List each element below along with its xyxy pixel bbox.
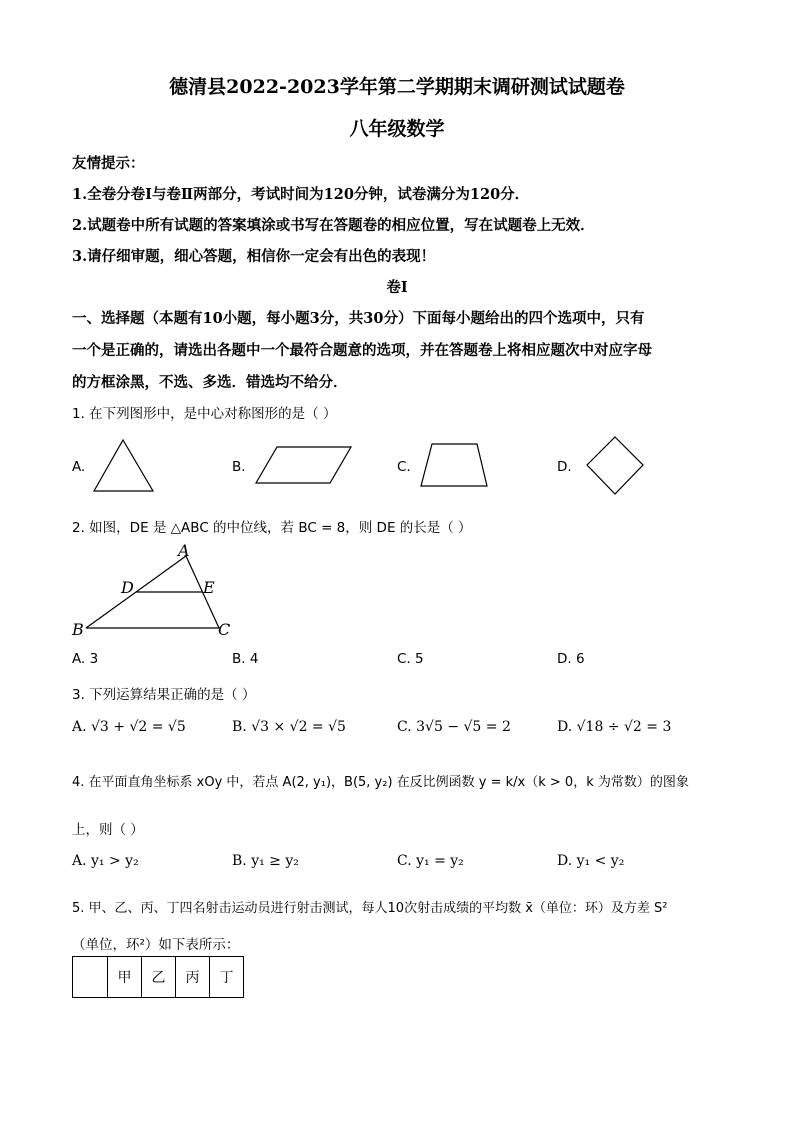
score-table	[72, 956, 244, 998]
q3-option-b: B. √3 × √2 = √5	[232, 719, 346, 735]
q3-option-c: C. 3√5 − √5 = 2	[397, 719, 511, 735]
q1-option-c-label: C.	[397, 459, 411, 475]
vertex-b-label: B	[72, 620, 84, 639]
section-instruction-line-3: 的方框涂黑，不选、多选．错选均不给分．	[72, 374, 348, 391]
triangle-figure	[90, 436, 156, 494]
q4-option-d: D. y₁ < y₂	[557, 853, 625, 869]
tips-heading: 友情提示：	[72, 155, 145, 172]
table-header-cell: 甲	[108, 957, 142, 998]
table-header-cell: 丁	[210, 957, 244, 998]
q5-stem-line-2: （单位，环²）如下表所示：	[72, 937, 240, 953]
q3-option-d: D. √18 ÷ √2 = 3	[557, 719, 672, 735]
q3-option-a: A. √3 + √2 = √5	[72, 719, 186, 735]
q1-option-d-label: D.	[557, 459, 572, 475]
tip-item-3: 3.请仔细审题，细心答题，相信你一定会有出色的表现！	[72, 248, 436, 265]
q4-option-c: C. y₁ = y₂	[397, 853, 464, 869]
q2-option-c: C. 5	[397, 651, 424, 667]
vertex-a-label: A	[178, 541, 190, 560]
tip-item-2: 2.试题卷中所有试题的答案填涂或书写在答题卷的相应位置，写在试题卷上无效．	[72, 217, 595, 234]
q3-stem: 3. 下列运算结果正确的是（ ）	[72, 687, 256, 703]
q1-stem: 1. 在下列图形中，是中心对称图形的是（ ）	[72, 406, 337, 422]
table-header-cell	[73, 957, 108, 998]
q4-stem-line-2: 上，则（ ）	[72, 822, 144, 838]
table-header-cell: 丙	[176, 957, 210, 998]
q2-option-d: D. 6	[557, 651, 585, 667]
q1-option-b-label: B.	[232, 459, 246, 475]
q2-stem: 2. 如图，DE 是 △ABC 的中位线，若 BC = 8，则 DE 的长是（ ）	[72, 520, 472, 536]
q5-stem-line-1: 5. 甲、乙、丙、丁四名射击运动员进行射击测试，每人10次射击成绩的平均数 x̄（单位：环）及方差 S²	[72, 901, 668, 916]
table-header-cell: 乙	[142, 957, 176, 998]
q4-option-b: B. y₁ ≥ y₂	[232, 853, 299, 869]
kite-figure	[584, 434, 646, 498]
point-d-label: D	[121, 578, 134, 597]
q4-option-a: A. y₁ > y₂	[72, 853, 139, 869]
vertex-c-label: C	[218, 620, 231, 639]
table-header-row	[73, 957, 244, 998]
page-title: 德清县2022-2023学年第二学期期末调研测试试题卷	[169, 76, 625, 98]
point-e-label: E	[203, 578, 215, 597]
q4-stem-line-1: 4. 在平面直角坐标系 xOy 中，若点 A(2, y₁)，B(5, y₂) 在反比例函数 y = k/x（k > 0，k 为常数）的图象	[72, 775, 689, 790]
section-instruction-line-2: 一个是正确的，请选出各题中一个最符合题意的选项，并在答题卷上将相应题次中对应字母	[72, 342, 652, 359]
page-subtitle: 八年级数学	[349, 118, 445, 140]
q2-option-b: B. 4	[232, 651, 259, 667]
parallelogram-figure	[254, 444, 354, 486]
trapezoid-figure	[418, 441, 490, 489]
section-label: 卷Ⅰ	[386, 279, 408, 296]
q1-option-a-label: A.	[72, 459, 86, 475]
q2-option-a: A. 3	[72, 651, 99, 667]
tip-item-1: 1.全卷分卷Ⅰ与卷Ⅱ两部分，考试时间为120分钟，试卷满分为120分．	[72, 186, 530, 203]
section-instruction-line-1: 一、选择题（本题有10小题，每小题3分，共30分）下面每小题给出的四个选项中，只有	[72, 310, 645, 327]
